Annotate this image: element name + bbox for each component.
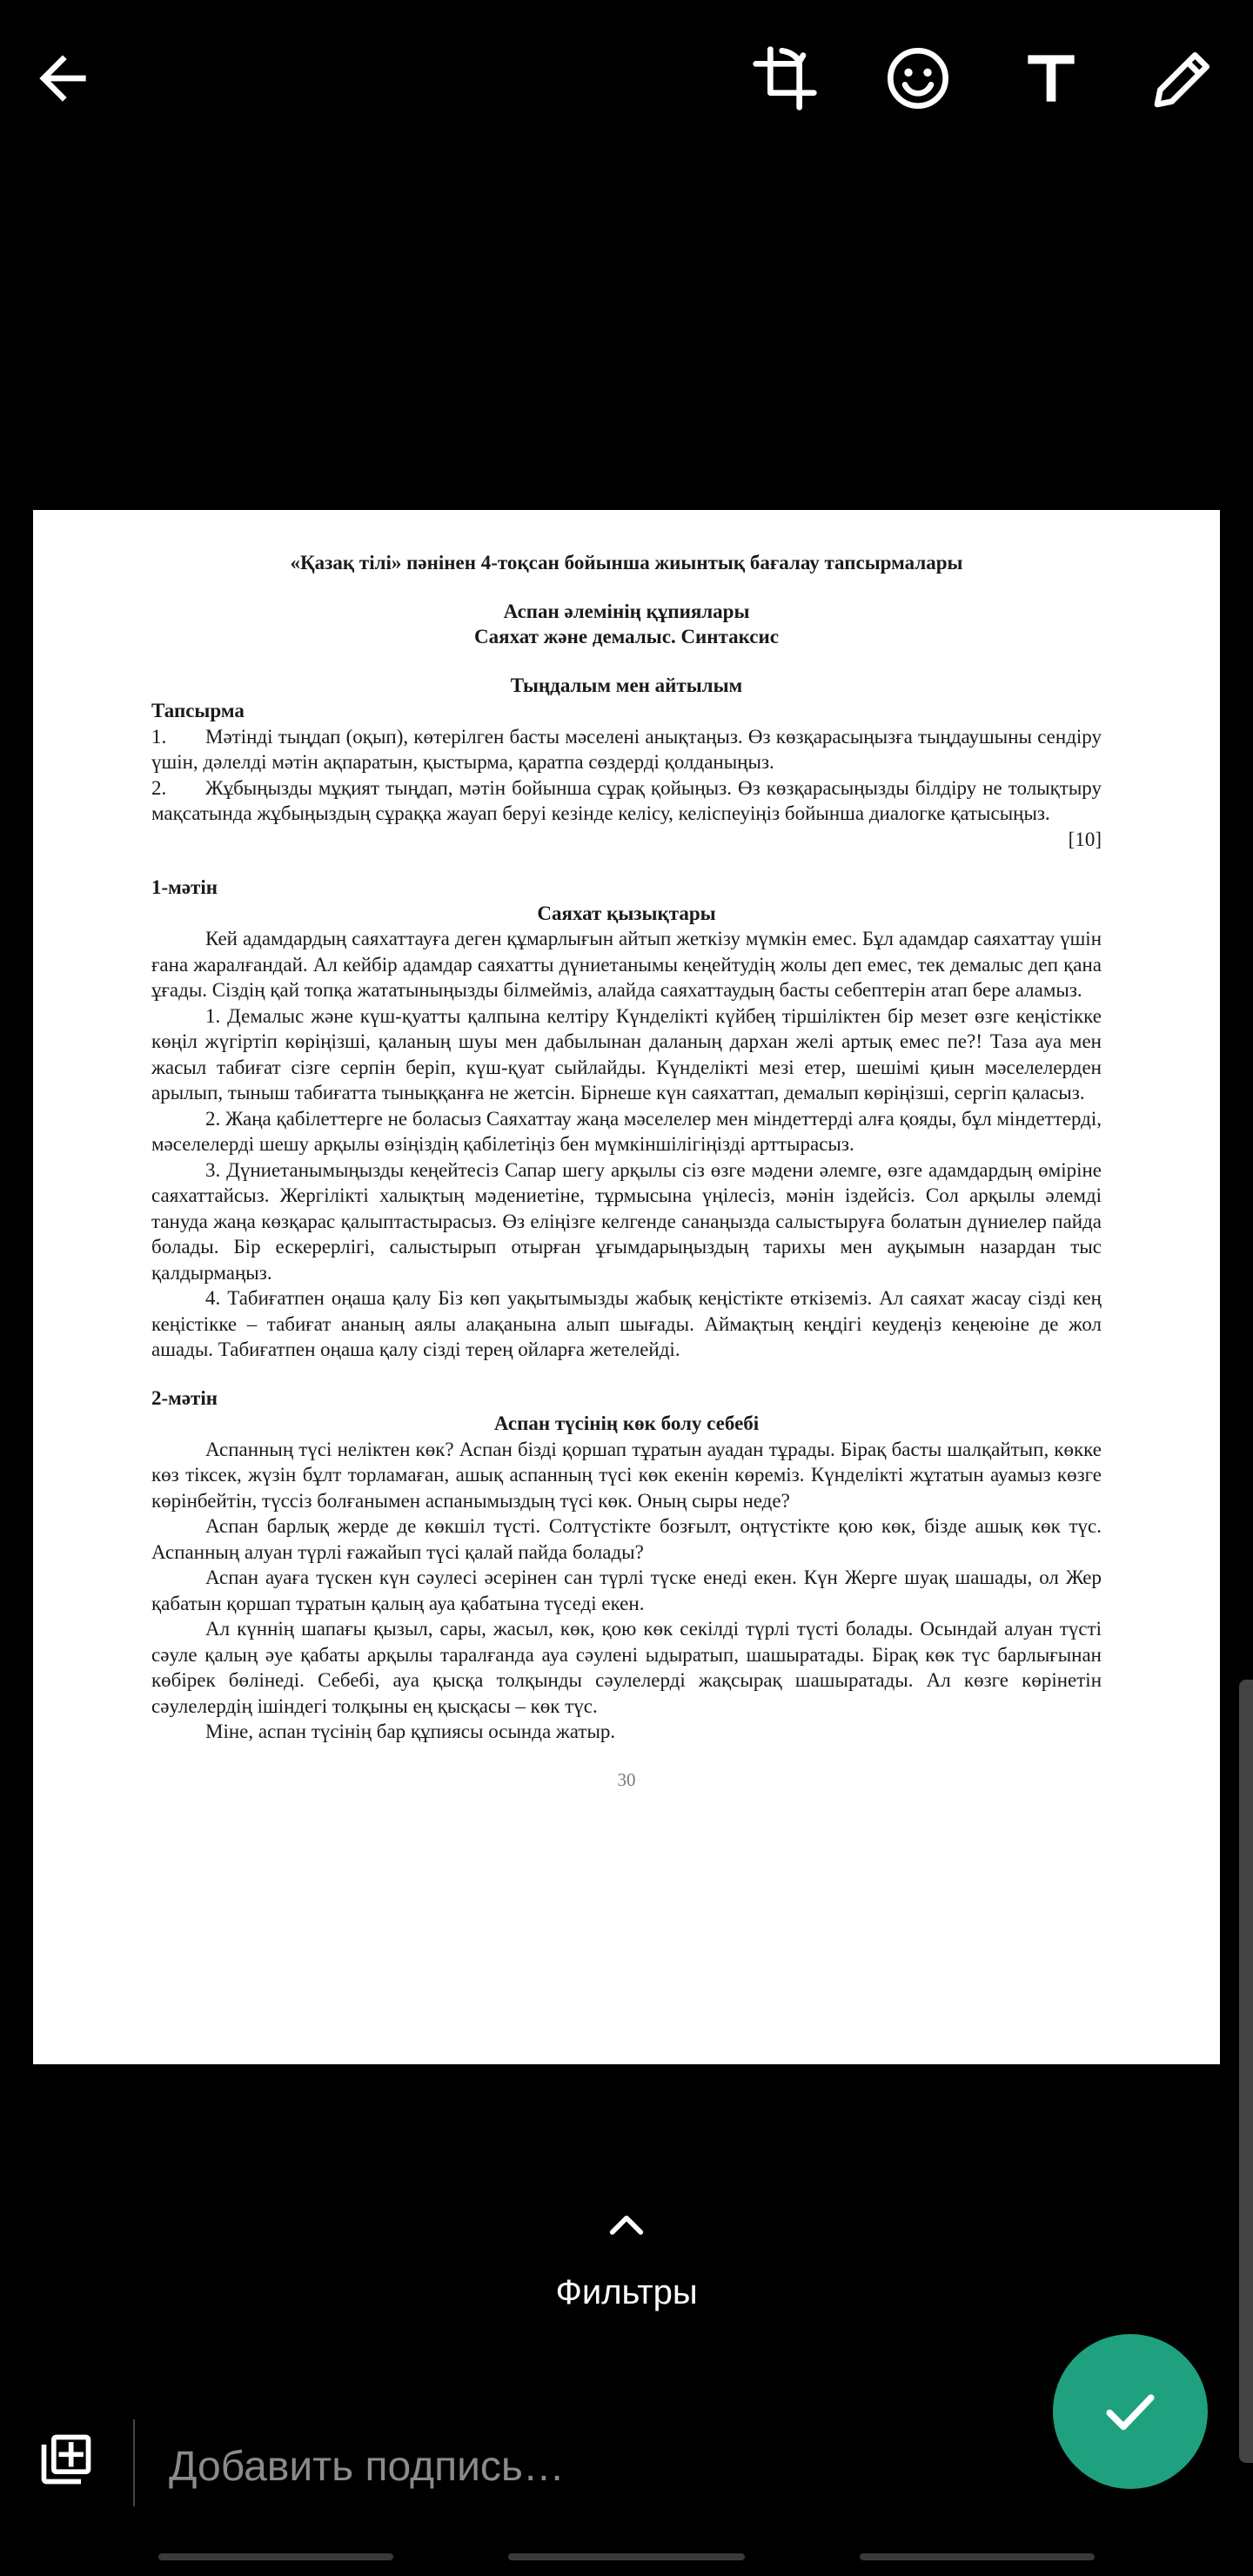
crop-rotate-button[interactable] xyxy=(733,26,837,131)
text-2-paragraph: Аспанның түсі неліктен көк? Аспан бізді қоршап тұратын ауадан тұрады. Бірақ басты шалқайтып, көкке көз тіксек, жүзін бұлт торламаған, ашық аспанның түсі көк екенін көреміз. Күнделікті жұтатын ауамыз көзге көрінбейтін, түссіз болғанымен аспанымыздың түсі көк. Оның сыры неде? xyxy=(151,1438,1102,1512)
add-media-button[interactable] xyxy=(35,2428,97,2491)
pencil-icon xyxy=(1149,44,1218,113)
nav-hint-right xyxy=(860,2553,1095,2560)
text-2-paragraph: Аспан барлық жерде де көкшіл түсті. Солтүстікте бозғылт, оңтүстікте қою көк, бізде ашық көк түс. Аспанның алуан түрлі ғажайып түсі қалай пайда болады? xyxy=(151,1515,1102,1563)
text-1-label: 1-мәтін xyxy=(151,876,218,898)
crop-rotate-icon xyxy=(750,44,820,113)
text-2-label: 2-мәтін xyxy=(151,1386,218,1409)
add-media-icon xyxy=(37,2430,96,2489)
text-1-paragraph: 1. Демалыс және күш-қуатты қалпына келтіру Күнделікті күйбең тіршіліктен бір мезет өзге кеңістікке көңіл жүгіртіп көріңізші, қаланың шуы мен дабылынан даланың дархан желі артық емес пе?! Таза ауа мен жасыл табиғат сізге серпін беріп, күш-қуат сыйлайды. Күнделікті мезі етер, шешімі қиын мәселелерден арылып, тыныш табиғатта тыныққанға не жетсін. Бірнеше күн саяхаттап, демалып көріңізші, сергіп қаласыз. xyxy=(151,1004,1102,1104)
caption-input[interactable] xyxy=(167,2426,1006,2506)
filters-label[interactable]: Фильтры xyxy=(555,2273,698,2311)
task-2-number: 2. xyxy=(151,776,167,799)
task-1 xyxy=(151,724,1102,775)
chevron-up-icon xyxy=(602,2202,651,2251)
nav-hint-center xyxy=(508,2553,745,2560)
text-icon xyxy=(1016,44,1086,113)
emoji-button[interactable] xyxy=(866,26,970,131)
emoji-icon xyxy=(883,44,953,113)
text-2-paragraph: Аспан ауаға түскен күн сәулесі әсерінен сан түрлі түске енеді екен. Күн Жерге шуақ шашады, ол Жер қабатын қоршап тұратын қалың ауа қабатына түседі екен. xyxy=(151,1566,1102,1614)
text-tool-button[interactable] xyxy=(999,26,1103,131)
filters-toggle-button[interactable] xyxy=(583,2200,670,2252)
task-1-number: 1. xyxy=(151,725,167,748)
task-2-text: Жұбыңызды мұқият тыңдап, мәтін бойынша сұрақ қойыңыз. Өз көзқарасыңызды білдіру не толықтыру мақсатында жұбыңыздың сұраққа жауап беруі кезінде келісу, келіспеуіңіз бойынша диалогке қатысыңыз. xyxy=(151,776,1102,824)
check-icon xyxy=(1097,2378,1163,2445)
task-1-text: Мәтінді тыңдап (оқып), көтерілген басты мәселені анықтаңыз. Өз көзқарасыңызға тыңдаушыны сендіру үшін, дәлелді мәтін ақпаратын, қыстырма, қаратпа сөздерді қолданыңыз. xyxy=(151,725,1102,773)
text-2-title: Аспан түсінің көк болу себебі xyxy=(493,1412,760,1434)
draw-button[interactable] xyxy=(1131,26,1236,131)
document-title: «Қазақ тілі» пәнінен 4-тоқсан бойынша жиынтық бағалау тапсырмалары xyxy=(290,552,963,574)
nav-hint-left xyxy=(158,2553,393,2560)
text-1-paragraph: 3. Дүниетанымыңызды кеңейтесіз Сапар шегу арқылы сіз өзге мәдени әлемге, өзге адамдардың өміріне саяхаттайсыз. Жергілікті халықтың мәдениетіне, тұрмысына үңілесіз, мәнін іздейсіз. Сол арқылы әлемді тануда жаңа көзқарас қалыптастырасыз. Өз еліңізге келгенде санаңызда салыстыруға болатын дүниелер пайда болады. Бір ескерерлігі, салыстырып отырған ұғымдарыңыздың тарихы мен ауқымын назардан тыс қалдырмаңыз. xyxy=(151,1158,1102,1284)
score: [10] xyxy=(1068,828,1102,850)
task-label: Тапсырма xyxy=(151,700,245,721)
arrow-back-icon xyxy=(28,44,97,113)
text-1-paragraph: Кей адамдардың саяхаттауға деген құмарлығын айтып жеткізу мүмкін емес. Бұл адамдар саяхаттау үшін ғана жаралғандай. Ал кейбір адамдар саяхатты дүниетанымы кеңейтудің жолы деп емес, тек демалыс деп қана ұғады. Сіздің қай топқа жататыныңызды білмейміз, алайда саяхаттаудың басты себептерін атап бере аламыз. xyxy=(151,928,1102,1001)
document-image xyxy=(33,510,1220,2064)
text-1-paragraph: 4. Табиғатпен оңаша қалу Біз көп уақытымызды жабық кеңістікте өткіземіз. Ал саяхат жасау сізді кең кеңістікке – табиғат ананың аялы алақанына алып шығады. Аймақтың кеңдігі кеудеңіз кеңеюіне де жол ашады. Табиғатпен оңаша қалу сізді терең ойларға жетелейді. xyxy=(151,1287,1102,1360)
task-2 xyxy=(151,775,1102,827)
text-1-paragraph: 2. Жаңа қабілеттерге не боласыз Саяхаттау жаңа мәселелер мен міндеттерді алға қояды, бұл міндеттерді, мәселелерді шешу арқылы өзіңіздің қабілетіңіз бен мүмкіншілігіңізді арттырасыз. xyxy=(151,1107,1102,1155)
text-2-paragraph: Ал күннің шапағы қызыл, сары, жасыл, көк, қою көк секілді түрлі түсті болады. Осындай алуан түсті сәуле қалың әуе қабаты арқылы таралғанда ауа сәулені ыдыратып, шашыратады. Бірақ көк түс барлығынан көбірек бөлінеді. Себебі, ауа қысқа толқынды сәулелерді жақсырақ шашыратады. Ал көзге көрінетін сәулелердің ішіндегі толқыны ең қысқасы – көк түс. xyxy=(151,1618,1102,1717)
section-heading: Тыңдалым мен айтылым xyxy=(510,674,743,696)
back-button[interactable] xyxy=(10,26,115,131)
document-subtitle-2: Саяхат және демалыс. Синтаксис xyxy=(474,626,779,647)
edge-scroll-handle[interactable] xyxy=(1239,1680,1253,2463)
text-1-title: Саяхат қызықтары xyxy=(537,902,716,924)
confirm-button[interactable] xyxy=(1053,2334,1208,2489)
caption-divider xyxy=(133,2419,135,2506)
text-2-paragraph: Міне, аспан түсінің бар құпиясы осында жатыр. xyxy=(205,1721,616,1742)
document-subtitle-1: Аспан әлемінің құпиялары xyxy=(503,600,750,622)
page-number: 30 xyxy=(617,1768,636,1790)
